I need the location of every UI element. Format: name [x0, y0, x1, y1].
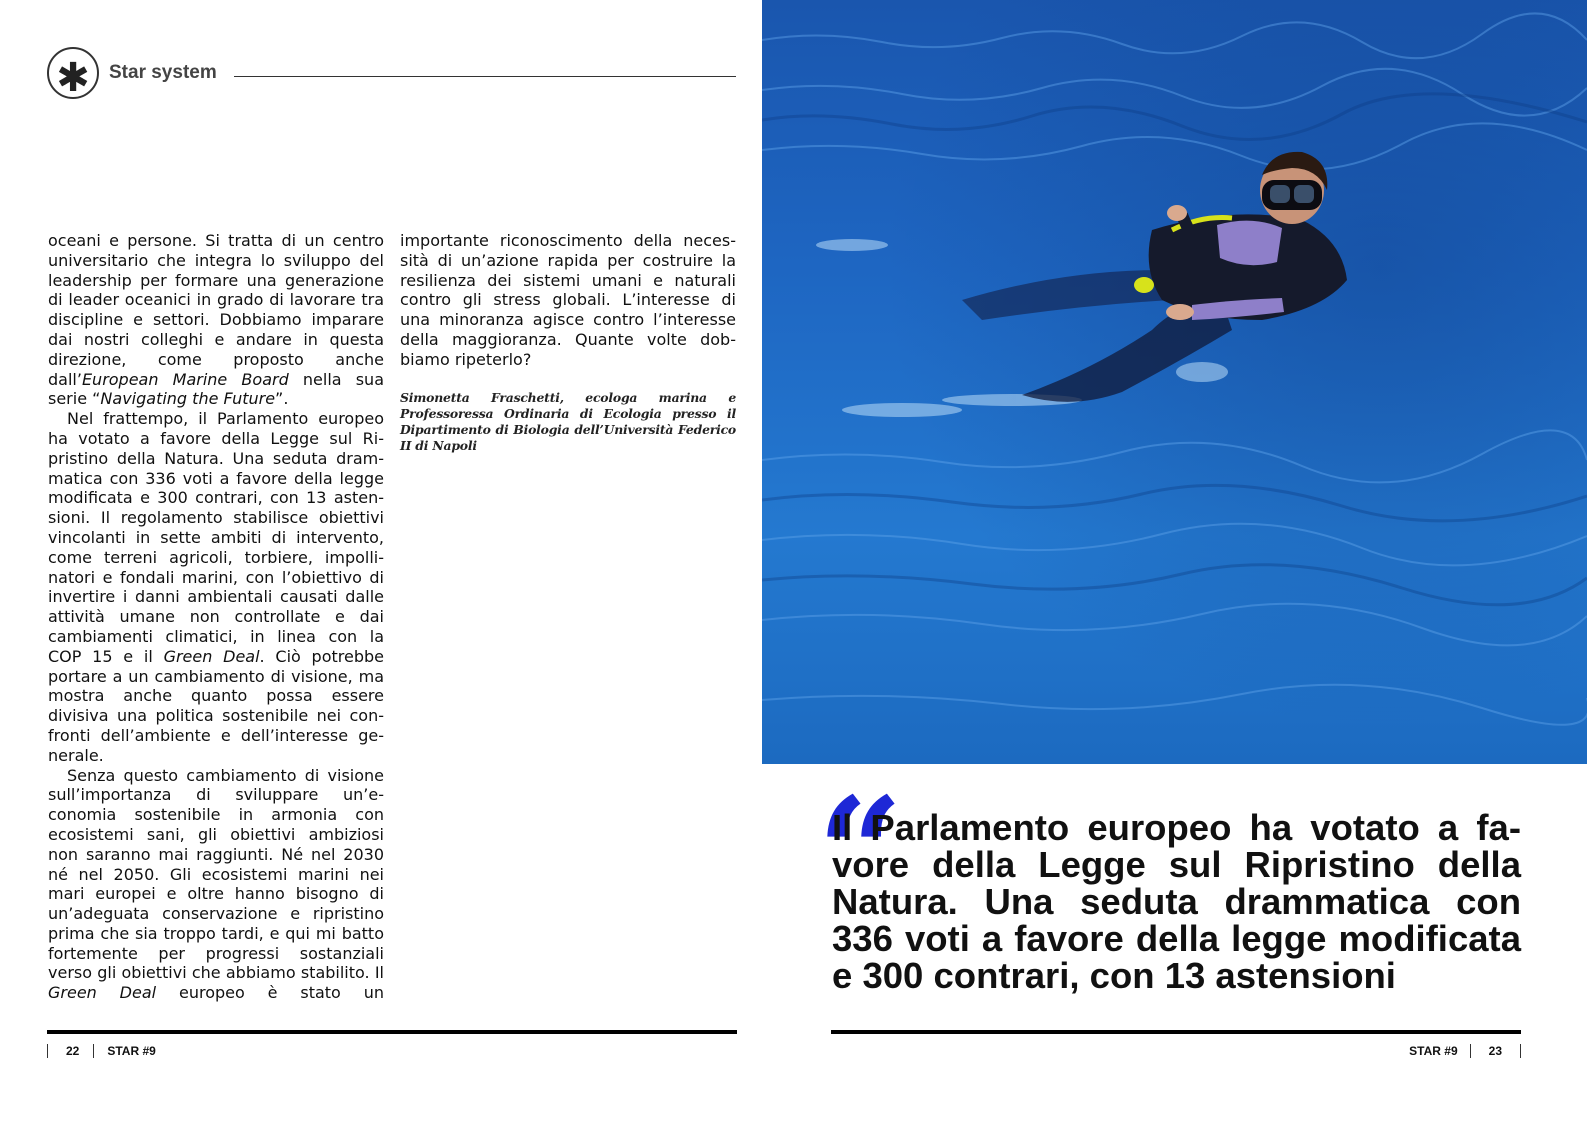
article-paragraph: Senza questo cambiamento di visione sull’importanza di sviluppare un’economia sostenibile in armonia con ecosistemi sani, gli obiettivi ambiziosi non saranno mai raggiunti. Né nel 2030 né nel 2050. Gli ecosistemi marini nei mari europei e oltre hanno bisogno di un’adeguata conservazione e ripristino prima che sia troppo tardi, e qui mi batto fortemente per progressi sostanziali verso gli obiettivi che abbiamo stabilito. Il Green Deal europeo è stato un: [48, 765, 385, 1003]
page-number: 22: [66, 1044, 80, 1058]
article-column-1: [48, 231, 384, 1003]
footer-left: [47, 1043, 156, 1059]
page-number: 23: [1488, 1044, 1502, 1058]
footer-separator: [1520, 1044, 1521, 1058]
right-page: [771, 0, 1587, 1123]
article-paragraph: Nel frattempo, il Parlamento europeo ha votato a favore della Legge sul Ripristino della Natura. Una seduta drammatica con 336 voti a favore della legge modificata e 300 contrari, con 13 astensioni. Il regolamento stabilisce obiettivi vincolanti in sette ambiti di intervento, come terreni agricoli, torbiere, impollinatori e fondali marini, con l’obiettivo di invertire i danni ambientali causati dalle attività umane non controllate e dai cambiamenti climatici, in linea con la COP 15 e il Green Deal. Ciò potrebbe portare a un cambiamento di visione, ma mostra anche quanto possa essere divisiva una politica sostenibile nei confronti dell’ambiente e dell’interesse generale.: [48, 409, 385, 765]
quote-mark-icon: “: [817, 765, 904, 941]
footer-separator: [47, 1044, 48, 1058]
article-column-2: [400, 231, 736, 454]
section-logo-icon: [47, 47, 99, 99]
left-page: [0, 0, 771, 1123]
snorkeler-photo: [762, 0, 1587, 764]
header-divider: [234, 76, 736, 77]
magazine-issue: STAR #9: [1409, 1044, 1458, 1058]
author-byline: Simonetta Fraschetti, ecologa marina e Professoressa Ordinaria di Ecologia presso il Dipartimento di Biologia dell’Università Federico II di Napoli: [400, 389, 736, 453]
pull-quote: Il Parlamento europeo ha votato a favore della Legge sul Ripristino della Natura. Una seduta drammatica con 336 voti a favore della legge modificata e 300 contrari, con 13 astensioni: [832, 807, 1521, 996]
magazine-issue: STAR #9: [107, 1044, 156, 1058]
footer-divider: [47, 1030, 737, 1034]
footer-divider: [831, 1030, 1521, 1034]
article-paragraph: importante riconoscimento della necessità di un’azione rapida per costruire la resilienza dei sistemi umani e naturali contro gli stress globali. L’interesse di una minoranza agisce contro l’interesse della maggioranza. Quante volte dobbiamo ripeterlo?: [400, 231, 736, 369]
footer-separator: [1470, 1044, 1471, 1058]
footer-right: [1409, 1043, 1521, 1059]
photo-illustration: [762, 0, 1587, 764]
section-title: Star system: [109, 62, 217, 83]
footer-separator: [93, 1044, 94, 1058]
article-paragraph: oceani e persone. Si tratta di un centro universitario che integra lo sviluppo del leadership per formare una generazione di leader oceanici in grado di lavorare tra discipline e settori. Dobbiamo imparare dai nostri colleghi e andare in questa direzione, come proposto anche dall’European Marine Board nella sua serie “Navigating the Future”.: [48, 231, 384, 409]
asterisk-icon: ✱: [56, 55, 90, 101]
